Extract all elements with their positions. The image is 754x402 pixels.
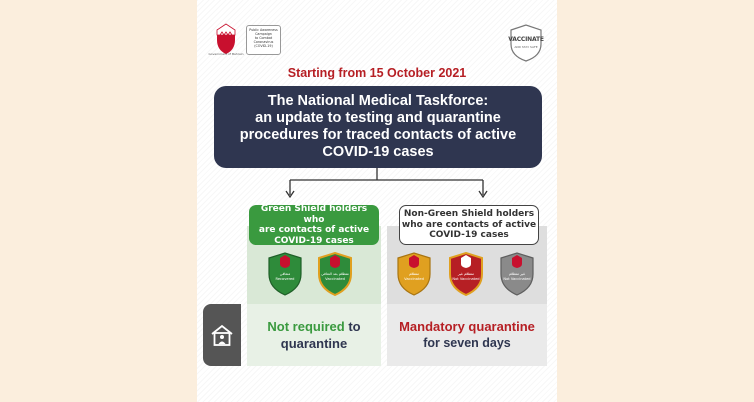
vaccinate-text: VACCINATE bbox=[508, 36, 544, 43]
campaign-line: Campaign bbox=[255, 32, 272, 36]
campaign-line: Coronavirus bbox=[253, 40, 274, 44]
grey-label-line: Non-Green Shield holders bbox=[403, 209, 535, 220]
green-result-text bbox=[247, 318, 381, 352]
campaign-line: (COVID-19) bbox=[254, 44, 273, 48]
green-label-line: are contacts of active bbox=[258, 225, 370, 235]
campaign-logo bbox=[246, 25, 281, 55]
title-line-4: COVID-19 cases bbox=[322, 144, 434, 160]
bahrain-emblem-icon bbox=[211, 22, 241, 56]
title-line-1: The National Medical Taskforce: bbox=[267, 93, 489, 109]
vaccinate-shield-icon bbox=[507, 24, 545, 62]
title-box bbox=[214, 86, 542, 168]
shield-arabic: متطعّم bbox=[408, 272, 420, 276]
green-shield-label bbox=[249, 205, 379, 245]
shield-arabic: متعافي bbox=[279, 272, 291, 276]
shield-arabic: متطعّم غير bbox=[457, 272, 475, 276]
shield-english: Not Vaccinated bbox=[452, 277, 480, 281]
title-line-2: an update to testing and quarantine bbox=[255, 110, 501, 126]
shield-arabic: متطعّم بعد التعافي bbox=[321, 272, 349, 276]
house-person-icon bbox=[209, 322, 235, 348]
title-line-3: procedures for traced contacts of active bbox=[239, 127, 517, 143]
start-date-heading: Starting from 15 October 2021 bbox=[287, 66, 467, 80]
not-required-text: Not required bbox=[267, 319, 345, 334]
gov-logo-label: Government of Bahrain bbox=[208, 52, 244, 56]
grey-label-line: COVID-19 cases bbox=[429, 230, 509, 241]
grey-label-line: who are contacts of active bbox=[401, 219, 537, 230]
vaccinate-subtext: AND STAY SAFE bbox=[514, 45, 538, 49]
result-to-text: to bbox=[344, 319, 361, 334]
quarantine-icon-box bbox=[203, 304, 241, 366]
shield-english: Not Vaccinated bbox=[503, 277, 531, 281]
infographic-poster bbox=[197, 0, 557, 402]
campaign-line: Public Awareness bbox=[249, 28, 278, 32]
campaign-line: to Combat bbox=[254, 36, 273, 40]
branch-arrows bbox=[197, 168, 557, 200]
mandatory-quarantine-text: Mandatory quarantine bbox=[399, 319, 535, 334]
result-quarantine-text: quarantine bbox=[280, 336, 348, 351]
non-green-shield-label bbox=[399, 205, 539, 245]
grey-result-text bbox=[387, 318, 547, 352]
shield-english: Vaccinated bbox=[404, 277, 424, 281]
shield-english: Vaccinated bbox=[325, 277, 345, 281]
shield-arabic: غير متطعّم bbox=[508, 272, 526, 276]
shield-english: Recovered bbox=[275, 277, 295, 281]
green-label-line: Green Shield holders who bbox=[260, 204, 368, 225]
green-label-line: COVID-19 cases bbox=[274, 235, 354, 246]
seven-days-text: for seven days bbox=[423, 336, 511, 350]
